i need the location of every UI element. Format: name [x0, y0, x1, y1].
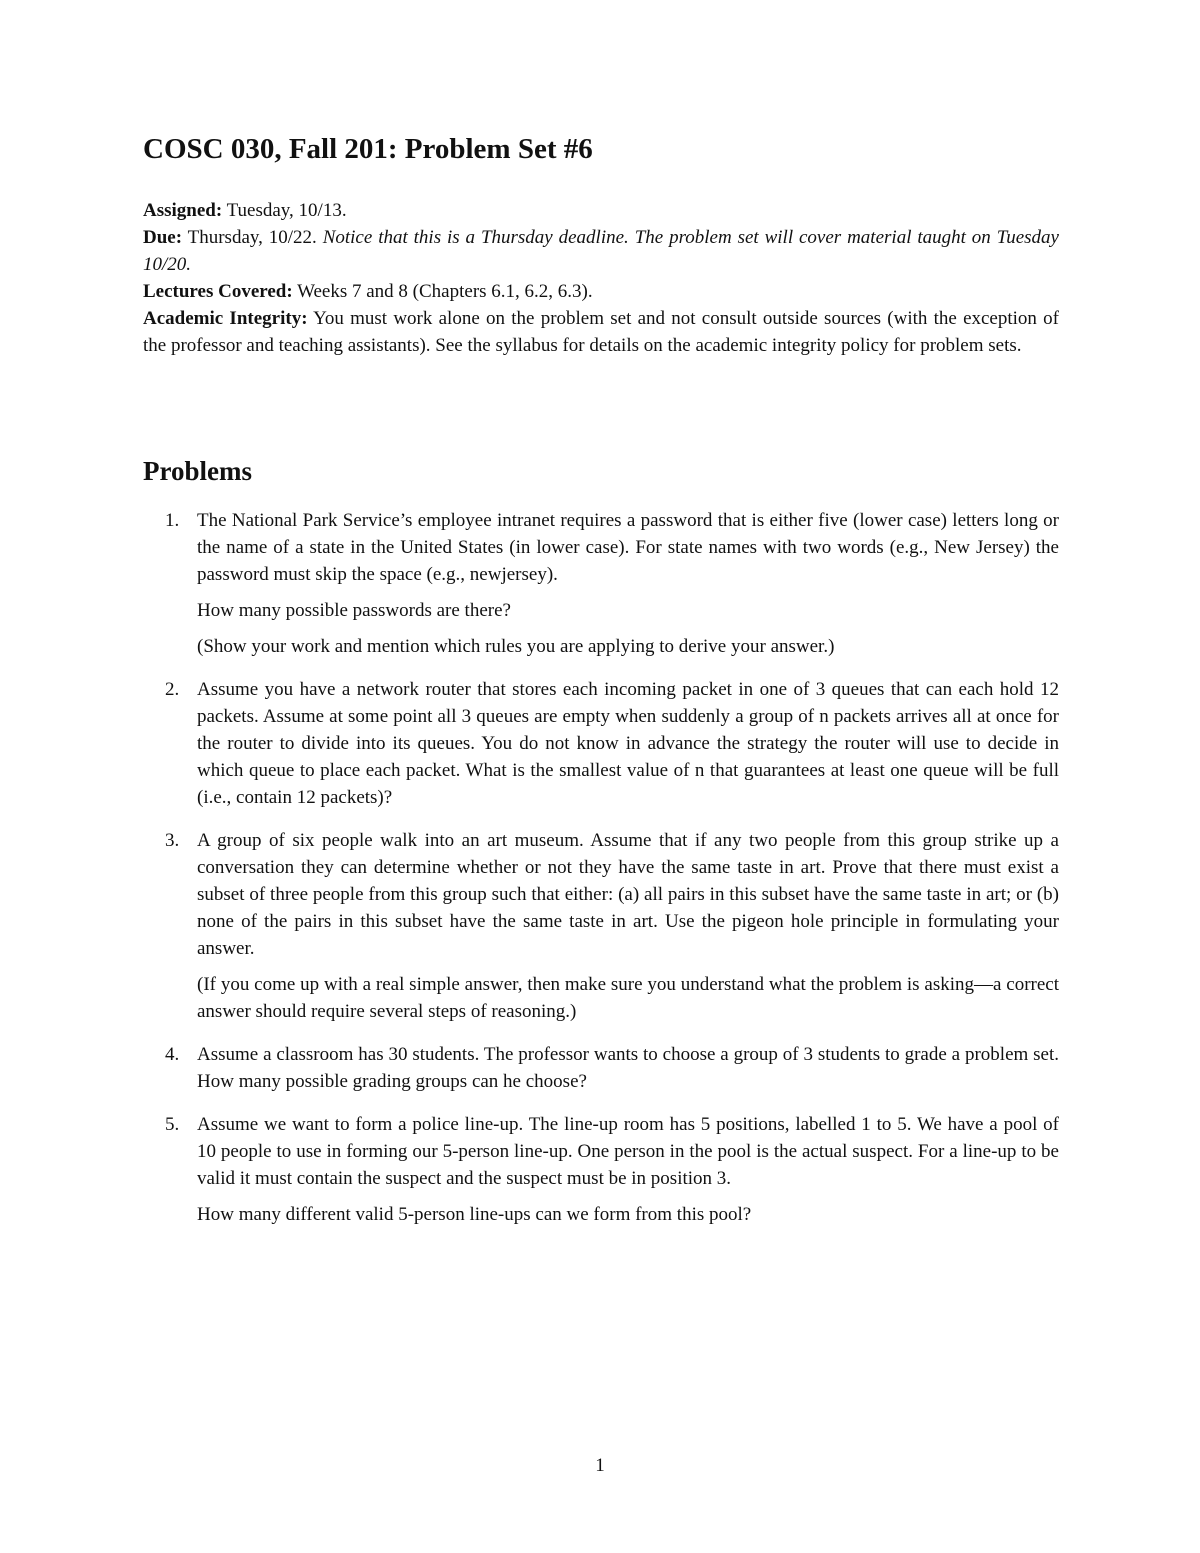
integrity-label: Academic Integrity:	[143, 307, 308, 329]
page-number: 1	[595, 1455, 605, 1476]
lectures-label: Lectures Covered:	[143, 280, 293, 302]
problem-number: 1.	[165, 510, 180, 532]
problem-number: 3.	[165, 830, 180, 852]
integrity-line	[143, 305, 1059, 359]
integrity-value: You must work alone on the problem set and not consult outside sources (with the exception of the professor and teaching assistants). See the syllabus for details on the academic integrity policy for problem sets.	[143, 307, 1059, 356]
problem-text: The National Park Service’s employee intranet requires a password that is either five (lower case) letters long or the name of a state in the United States (in lower case). For state names with two words (e.g., New Jersey) the password must skip the space (e.g., newjersey).	[197, 510, 1059, 586]
document-content	[143, 132, 1059, 1244]
problem-number: 2.	[165, 679, 180, 701]
problem-list	[143, 507, 1059, 1228]
assigned-value: Tuesday, 10/13.	[222, 199, 347, 221]
due-note: Notice that this is a Thursday deadline. The problem set will cover material taught on Tuesday 10/20.	[143, 226, 1059, 275]
problems-heading: Problems	[143, 455, 252, 486]
problem-text: Assume we want to form a police line-up. The line-up room has 5 positions, labelled 1 to 5. We have a pool of 10 people to use in forming our 5-person line-up. One person in the pool is the actual suspect. For a line-up to be valid it must contain the suspect and the suspect must be in position 3.	[197, 1114, 1059, 1190]
problem-item	[143, 676, 1059, 811]
problem-item	[143, 827, 1059, 1025]
assignment-info	[143, 197, 1059, 359]
document-title: COSC 030, Fall 201: Problem Set #6	[143, 133, 593, 165]
problem-note: (Show your work and mention which rules you are applying to derive your answer.)	[197, 636, 835, 658]
problem-number: 4.	[165, 1044, 180, 1066]
problem-text: Assume you have a network router that stores each incoming packet in one of 3 queues that can each hold 12 packets. Assume at some point all 3 queues are empty when suddenly a group of n packets arrives all at once for the router to divide into its queues. You do not know in advance the strategy the router will use to decide in which queue to place each packet. What is the smallest value of n that guarantees at least one queue will be full (i.e., contain 12 packets)?	[197, 679, 1059, 809]
problem-item	[143, 507, 1059, 660]
assigned-line	[143, 197, 1059, 224]
problem-question: How many possible passwords are there?	[197, 600, 511, 622]
due-value: Thursday, 10/22.	[182, 226, 323, 248]
problem-item	[143, 1111, 1059, 1228]
lectures-line	[143, 278, 1059, 305]
problem-text: Assume a classroom has 30 students. The professor wants to choose a group of 3 students to grade a problem set. How many possible grading groups can he choose?	[197, 1044, 1059, 1093]
problem-text: A group of six people walk into an art museum. Assume that if any two people from this group strike up a conversation they can determine whether or not they have the same taste in art. Prove that there must exist a subset of three people from this group such that either: (a) all pairs in this subset have the same taste in art; or (b) none of the pairs in this subset have the same taste in art. Use the pigeon hole principle in formulating your answer.	[197, 830, 1059, 960]
due-label: Due:	[143, 226, 183, 248]
problem-question: How many different valid 5-person line-ups can we form from this pool?	[197, 1204, 752, 1226]
lectures-value: Weeks 7 and 8 (Chapters 6.1, 6.2, 6.3).	[292, 280, 593, 302]
problem-number: 5.	[165, 1114, 180, 1136]
assigned-label: Assigned:	[143, 199, 223, 221]
problem-item	[143, 1041, 1059, 1095]
problem-note: (If you come up with a real simple answer, then make sure you understand what the problem is asking—a correct answer should require several steps of reasoning.)	[197, 974, 1059, 1023]
due-line	[143, 224, 1059, 278]
